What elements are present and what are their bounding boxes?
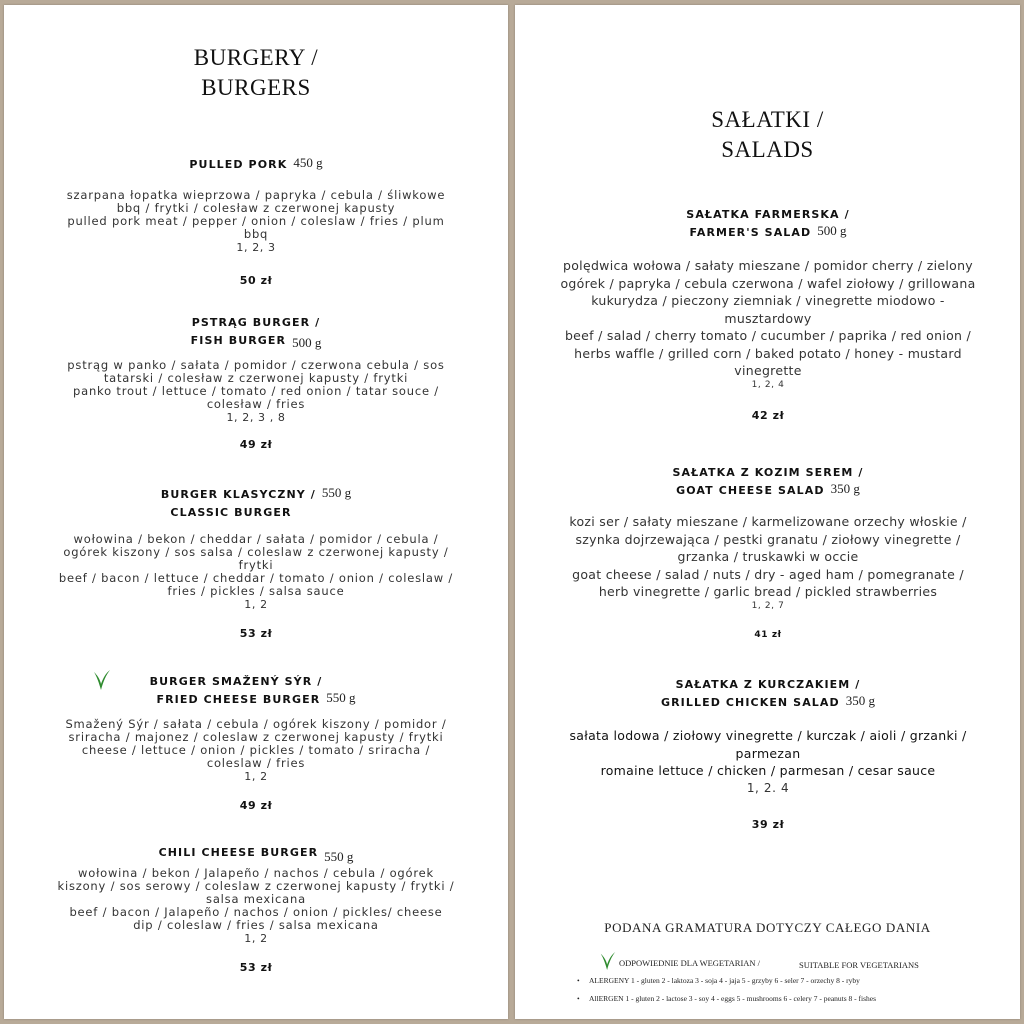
item-allergens: 1, 2. 4	[746, 780, 790, 795]
item-name-line1: SAŁATKA Z KURCZAKIEM /	[675, 678, 861, 691]
vegetarian-label-en: SUITABLE FOR VEGETARIANS	[799, 960, 919, 970]
item-allergens: 1, 2, 3	[236, 241, 276, 254]
salads-page	[515, 5, 1020, 1019]
item-name: CHILI CHEESE BURGER	[158, 846, 319, 859]
burgers-heading-line2: BURGERS	[201, 75, 311, 100]
item-weight: 450 g	[293, 155, 323, 170]
item-description: sałata lodowa / ziołowy vinegrette / kurczak / aioli / grzanki / parmezan romaine lettuce / chicken / parmesan / cesar sauce	[569, 728, 967, 778]
item-name-line1: SAŁATKA FARMERSKA /	[686, 208, 850, 221]
item-allergens: 1, 2	[244, 598, 268, 611]
item-weight: 500 g	[292, 335, 322, 350]
item-description: wołowina / bekon / Jalapeño / nachos / cebula / ogórek kiszony / sos serowy / coleslaw z czerwonej kapusty / frytki / salsa mexicana beef / bacon / Jalapeño / nachos / onion / pickles/ cheese dip / coleslaw / fries / salsa mexicana	[57, 866, 455, 932]
portion-note: PODANA GRAMATURA DOTYCZY CAŁEGO DANIA	[604, 920, 931, 935]
item-name-line2: FRIED CHEESE BURGER	[156, 693, 321, 706]
item-name-line2: FARMER'S SALAD	[689, 226, 812, 239]
item-price: 42 zł	[751, 408, 785, 422]
item-description: Smažený Sýr / sałata / cebula / ogórek kiszony / pomidor / sriracha / majonez / coleslaw z czerwonej kapusty / frytki cheese / lettuce / onion / pickles / tomato / sriracha / coleslaw / fries	[65, 717, 447, 770]
item-name-line2: GRILLED CHICKEN SALAD	[660, 696, 840, 709]
item-allergens: 1, 2	[244, 770, 268, 783]
item-weight: 550 g	[326, 690, 356, 705]
item-description: szarpana łopatka wieprzowa / papryka / cebula / śliwkowe bbq / frytki / colesław z czerwonej kapusty pulled pork meat / pepper / onion / coleslaw / fries / plum bbq	[66, 188, 446, 241]
menu-item-grilled-chicken-salad	[537, 675, 999, 831]
item-allergens: 1, 2	[244, 932, 268, 945]
salads-heading-line2: SALADS	[721, 137, 814, 162]
menu-item-chili-cheese-burger	[32, 843, 480, 974]
item-weight: 350 g	[845, 693, 876, 708]
item-name: PULLED PORK	[189, 158, 288, 171]
item-name-line1: PSTRĄG BURGER /	[191, 316, 321, 329]
item-weight: 350 g	[830, 481, 860, 496]
item-price: 39 zł	[751, 817, 785, 831]
vegetarian-legend	[599, 950, 999, 972]
item-price: 50 zł	[239, 274, 273, 287]
item-name-line2: CLASSIC BURGER	[170, 506, 292, 519]
item-price: 49 zł	[239, 799, 273, 812]
menu-footer	[515, 920, 1020, 1003]
menu-item-classic-burger	[32, 485, 480, 640]
item-description: pstrąg w panko / sałata / pomidor / czerwona cebula / sos tatarski / colesław z czerwonej kapusty / frytki panko trout / lettuce / tomato / red onion / tatar souce / colesław / fries	[67, 358, 445, 411]
item-name-line1: SAŁATKA Z KOZIM SEREM /	[672, 466, 864, 479]
item-price: 49 zł	[239, 438, 273, 451]
item-description: kozi ser / sałaty mieszane / karmelizowane orzechy włoskie / szynka dojrzewająca / pestki granatu / ziołowy vinegrette / grzanka / truskawki w occie goat cheese / salad / nuts / dry - aged ham / pomegranate / herb vinegrette / garlic bread / pickled strawberries	[569, 514, 967, 599]
item-name-line2: GOAT CHEESE SALAD	[676, 484, 825, 497]
item-description: polędwica wołowa / sałaty mieszane / pomidor cherry / zielony ogórek / papryka / cebula czerwona / wafel ziołowy / grillowana kukurydza / pieczony ziemniak / vinegrette miodowo - musztardowy beef / salad / cherry tomato / cucumber / paprika / red onion / herbs waffle / grilled corn / baked potato / honey - mustard vinegrette	[560, 258, 976, 378]
vegetarian-v-icon	[599, 950, 617, 972]
item-name-line1: BURGER KLASYCZNY /	[160, 488, 316, 501]
item-price: 41 zł	[754, 629, 782, 640]
salads-heading-line1: SAŁATKI /	[711, 107, 824, 132]
item-allergens: 1, 2, 3 , 8	[226, 411, 286, 424]
item-description: wołowina / bekon / cheddar / sałata / pomidor / cebula / ogórek kiszony / sos salsa / coleslaw z czerwonej kapusty / frytki beef / bacon / lettuce / cheddar / tomato / onion / coleslaw / fries / pickles / salsa sauce	[58, 532, 454, 598]
item-name-line2: FISH BURGER	[190, 334, 287, 347]
item-weight: 550 g	[321, 485, 352, 500]
menu-item-farmers-salad	[537, 205, 999, 422]
item-allergens: 1, 2, 4	[751, 379, 785, 390]
burgers-heading-line1: BURGERY /	[193, 45, 319, 70]
menu-item-goat-cheese-salad	[537, 463, 999, 640]
item-allergens: 1, 2, 7	[751, 600, 785, 611]
menu-item-fish-burger	[32, 313, 480, 451]
item-price: 53 zł	[239, 627, 273, 640]
menu-item-pulled-pork	[32, 155, 480, 287]
item-weight: 500 g	[817, 223, 847, 238]
vegetarian-v-icon	[92, 668, 112, 692]
burgers-page	[4, 5, 508, 1019]
item-price: 53 zł	[239, 961, 273, 974]
item-name-line1: BURGER SMAŽENÝ SÝR /	[149, 675, 323, 688]
allergen-legend-en: • AllERGEN 1 - gluten 2 - lactose 3 - soy 4 - eggs 5 - mushrooms 6 - celery 7 - peanuts 8 - fishes	[577, 994, 877, 1003]
allergen-legend-pl: • ALERGENY 1 - gluten 2 - laktoza 3 - soja 4 - jaja 5 - grzyby 6 - seler 7 - orzechy 8 - ryby	[577, 976, 860, 985]
item-weight: 550 g	[324, 849, 354, 864]
vegetarian-label-pl: ODPOWIEDNIE DLA WEGETARIAN /	[619, 958, 761, 968]
menu-item-fried-cheese-burger	[32, 672, 480, 812]
